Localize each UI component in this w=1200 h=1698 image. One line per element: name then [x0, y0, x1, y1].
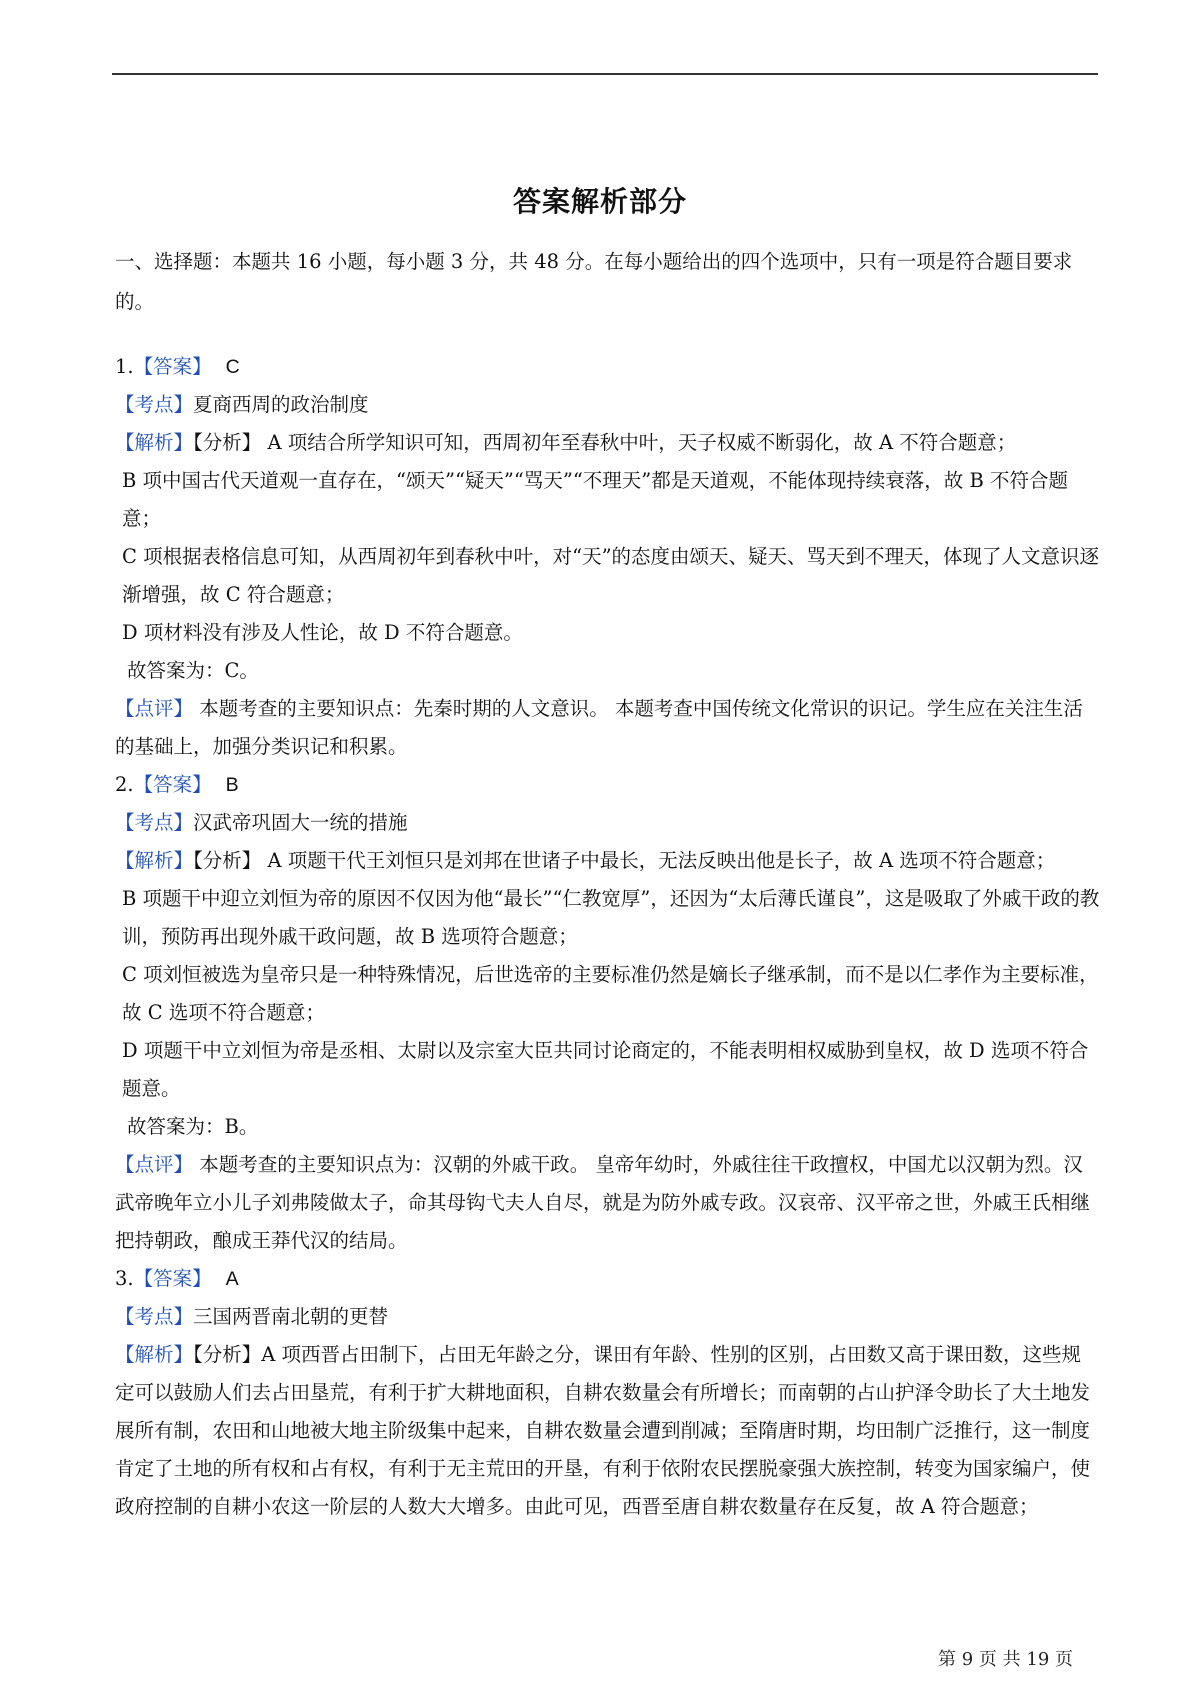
analysis-line — [115, 842, 1100, 880]
analysis-line: D 项题干中立刘恒为帝是丞相、太尉以及宗室大臣共同讨论商定的，不能表明相权威胁到皇权，故 D 选项不符合题意。 — [122, 1039, 1089, 1100]
analysis-line: C 项刘恒被选为皇帝只是一种特殊情况，后世选帝的主要标准仍然是嫡长子继承制，而不是以仁孝作为主要标准，故 C 选项不符合题意； — [122, 963, 1099, 1024]
question-2 — [115, 766, 1100, 1260]
page-number-footer: 第 9 页 共 19 页 — [938, 1649, 1073, 1670]
answer-value: C — [225, 356, 240, 378]
analysis-tag: 【解析】 — [115, 431, 194, 454]
point-line — [115, 1298, 1100, 1336]
answer-line — [115, 766, 1100, 804]
analysis-line: B 项中国古代天道观一直存在，“颂天”“疑天”“骂天”“不理天”都是天道观，不能体现持续衰落，故 B 不符合题意； — [122, 469, 1069, 530]
analysis-line: B 项题干中迎立刘恒为帝的原因不仅因为他“最长”“仁教宽厚”，还因为“太后薄氏谨良”，这是吸取了外戚干政的教训，预防再出现外戚干政问题，故 B 选项符合题意； — [122, 887, 1100, 948]
answer-line — [115, 1260, 1100, 1298]
header-rule — [112, 73, 1098, 75]
document-body — [115, 242, 1100, 1526]
point-tag: 【考点】 — [115, 1305, 194, 1328]
comment-tag: 【点评】 — [115, 697, 194, 720]
comment-line — [115, 690, 1100, 766]
point-tag: 【考点】 — [115, 811, 194, 834]
answer-tag: 【答案】 — [133, 1267, 212, 1290]
question-number: 1. — [115, 355, 134, 378]
analysis-line — [115, 1336, 1100, 1526]
answer-line — [115, 348, 1100, 386]
final-answer-line: 故答案为：C。 — [127, 659, 259, 682]
point-text: 夏商西周的政治制度 — [193, 393, 369, 416]
answer-tag: 【答案】 — [133, 773, 212, 796]
answer-value: A — [225, 1268, 239, 1290]
point-line — [115, 804, 1100, 842]
question-number: 3. — [115, 1267, 134, 1290]
section-intro: 一、选择题：本题共 16 小题，每小题 3 分，共 48 分。在每小题给出的四个选项中，只有一项是符合题目要求的。 — [115, 250, 1073, 313]
analysis-text: 【分析】A 项西晋占田制下，占田无年龄之分，课田有年龄、性别的区别，占田数又高于课田数，这些规定可以鼓励人们去占田垦荒，有利于扩大耕地面积，自耕农数量会有所增长；而南朝的占山护泽令助长了大土地发展所有制，农田和山地被大地主阶级集中起来，自耕农数量会遭到削减；至隋唐时期，均田制广泛推行，这一制度肯定了土地的所有权和占有权，有利于无主荒田的开垦，有利于依附农民摆脱豪强大族控制，转变为国家编户，使政府控制的自耕小农这一阶层的人数大大增多。由此可见，西晋至唐自耕农数量存在反复，故 A 符合题意； — [115, 1343, 1091, 1518]
analysis-tag: 【解析】 — [115, 1343, 194, 1366]
point-text: 汉武帝巩固大一统的措施 — [193, 811, 408, 834]
point-text: 三国两晋南北朝的更替 — [193, 1305, 389, 1328]
question-number: 2. — [115, 773, 134, 796]
analysis-line: D 项材料没有涉及人性论，故 D 不符合题意。 — [122, 621, 523, 644]
comment-line — [115, 1146, 1100, 1260]
analysis-line: C 项根据表格信息可知，从西周初年到春秋中叶，对“天”的态度由颂天、疑天、骂天到不理天，体现了人文意识逐渐增强，故 C 符合题意； — [122, 545, 1100, 606]
final-answer-line: 故答案为：B。 — [127, 1115, 259, 1138]
analysis-text: 【分析】 A 项结合所学知识可知，西周初年至春秋中叶，天子权威不断弱化，故 A 不符合题意； — [193, 431, 1017, 454]
question-1 — [115, 348, 1100, 766]
comment-text: 本题考查的主要知识点为：汉朝的外戚干政。 皇帝年幼时，外戚往往干政擅权，中国尤以汉朝为烈。汉武帝晚年立小儿子刘弗陵做太子，命其母钩弋夫人自尽，就是为防外戚专政。汉哀帝、汉平帝之世，外戚王氏相继把持朝政，酿成王莽代汉的结局。 — [115, 1153, 1091, 1252]
point-tag: 【考点】 — [115, 393, 194, 416]
analysis-line — [115, 424, 1100, 462]
question-3 — [115, 1260, 1100, 1526]
comment-text: 本题考查的主要知识点：先秦时期的人文意识。 本题考查中国传统文化常识的识记。学生应在关注生活的基础上，加强分类识记和积累。 — [115, 697, 1083, 758]
page-title: 答案解析部分 — [512, 185, 687, 218]
answer-tag: 【答案】 — [133, 355, 212, 378]
comment-tag: 【点评】 — [115, 1153, 194, 1176]
point-line — [115, 386, 1100, 424]
analysis-tag: 【解析】 — [115, 849, 194, 872]
analysis-text: 【分析】 A 项题干代王刘恒只是刘邦在世诸子中最长，无法反映出他是长子，故 A 选项不符合题意； — [193, 849, 1056, 872]
answer-value: B — [225, 774, 239, 796]
